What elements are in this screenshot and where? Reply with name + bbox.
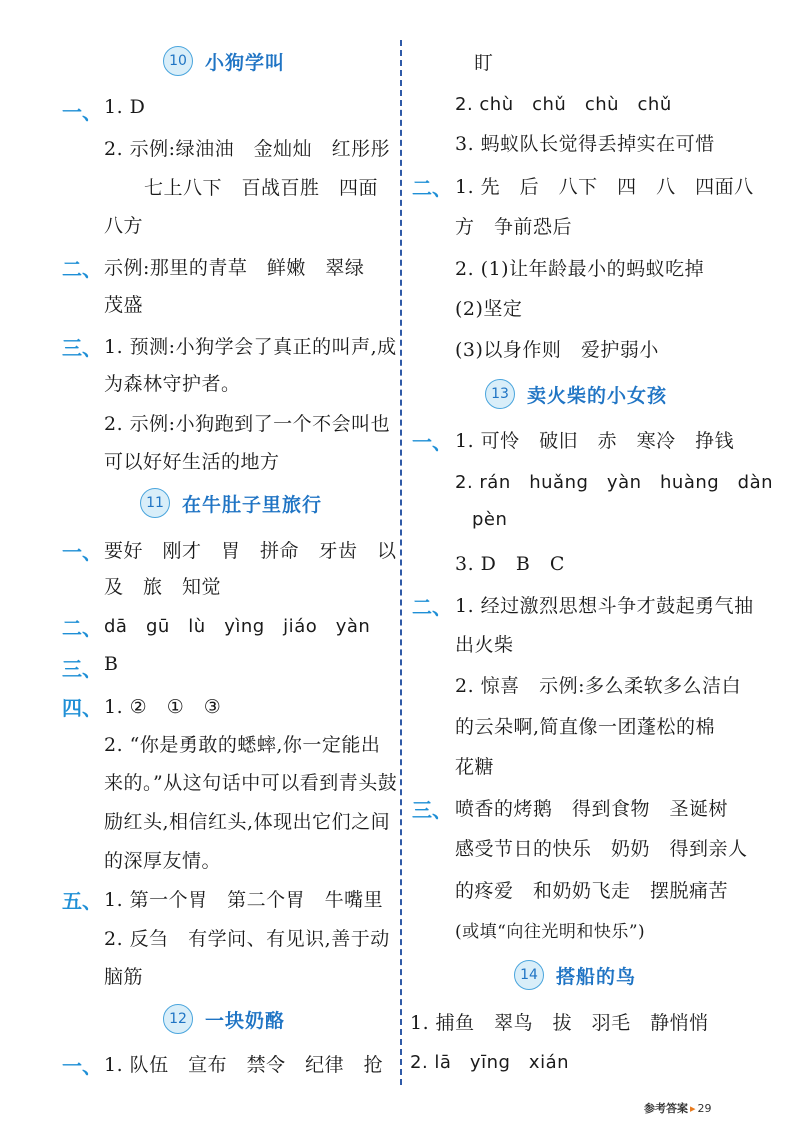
answer-line: 感受节日的快乐 奶奶 得到亲人 (455, 838, 748, 860)
answer-line: 茂盛 (104, 294, 144, 316)
section-number-badge: 13 (485, 379, 515, 409)
answer-line: 要好 刚才 胃 拼命 牙齿 以 (104, 540, 397, 562)
answer-line: 盯 (474, 52, 494, 74)
answer-line: 1. 经过激烈思想斗争才鼓起勇气抽 (455, 595, 754, 617)
question-marker: 一、 (62, 100, 102, 124)
question-marker: 三、 (62, 657, 102, 681)
answer-line: 2. 示例:小狗跑到了一个不会叫也 (104, 413, 391, 435)
section-title-text: 小狗学叫 (205, 51, 286, 74)
answer-line: (2)坚定 (455, 298, 523, 320)
section-title-10 (163, 44, 285, 78)
answer-line: pèn (472, 509, 508, 530)
answer-line: 2. (1)让年龄最小的蚂蚁吃掉 (455, 258, 705, 280)
answer-line: 1. 先 后 八下 四 八 四面八 (455, 176, 754, 198)
section-title-12 (163, 1002, 285, 1036)
question-marker: 二、 (412, 595, 452, 619)
page-number: 29 (697, 1102, 712, 1115)
answer-line: 出火柴 (455, 634, 514, 656)
answer-line: 的疼爱 和奶奶飞走 摆脱痛苦 (455, 880, 729, 902)
answer-line: 3. 蚂蚁队长觉得丢掉实在可惜 (455, 133, 715, 155)
footer-label: 参考答案 (644, 1102, 688, 1115)
section-title-13 (485, 377, 667, 411)
question-marker: 一、 (412, 430, 452, 454)
section-number-badge: 14 (514, 960, 544, 990)
answer-line: 2. 惊喜 示例:多么柔软多么洁白 (455, 675, 742, 697)
question-marker: 四、 (62, 696, 102, 720)
answer-line: 来的。”从这句话中可以看到青头鼓 (104, 772, 398, 794)
answer-line: 示例:那里的青草 鲜嫩 翠绿 (104, 257, 365, 279)
answer-line: 花糖 (455, 756, 495, 778)
section-title-14 (514, 958, 636, 992)
answer-line: dā gū lù yìng jiáo yàn (104, 616, 371, 637)
answer-line: (3)以身作则 爱护弱小 (455, 339, 659, 361)
answer-line: 1. 预测:小狗学会了真正的叫声,成 (104, 336, 397, 358)
answer-line: 1. 可怜 破旧 赤 寒冷 挣钱 (455, 430, 735, 452)
answer-line: 1. D (104, 96, 146, 118)
section-title-text: 卖火柴的小女孩 (527, 384, 668, 407)
question-marker: 五、 (62, 889, 102, 913)
answer-line: 七上八下 百战百胜 四面 (144, 177, 379, 199)
question-marker: 一、 (62, 1054, 102, 1078)
section-number-badge: 10 (163, 46, 193, 76)
answer-line: 2. chù chǔ chù chǔ (455, 94, 672, 115)
question-marker: 三、 (412, 798, 452, 822)
answer-line: 的云朵啊,简直像一团蓬松的棉 (455, 716, 716, 738)
answer-line: 3. D B C (455, 553, 565, 575)
answer-line: 八方 (104, 215, 144, 237)
answer-line: 可以好好生活的地方 (104, 451, 280, 473)
answer-line: 2. 示例:绿油油 金灿灿 红彤彤 (104, 138, 391, 160)
answer-line: 2. 反刍 有学问、有见识,善于动 (104, 928, 390, 950)
answer-line: 2. rán huǎng yàn huàng dàn (455, 472, 774, 493)
question-marker: 二、 (62, 616, 102, 640)
section-title-text: 一块奶酪 (205, 1009, 286, 1032)
answer-line: 的深厚友情。 (104, 850, 222, 872)
section-title-11 (140, 486, 322, 520)
answer-line: 2. lā yīng xián (410, 1052, 570, 1073)
answer-line: 1. 队伍 宣布 禁令 纪律 抢 (104, 1054, 384, 1076)
answer-line: (或填“向往光明和快乐”) (455, 922, 646, 942)
section-title-text: 在牛肚子里旅行 (182, 493, 323, 516)
arrow-icon: ▸ (690, 1102, 696, 1115)
answer-line: 2. “你是勇敢的蟋蟀,你一定能出 (104, 734, 381, 756)
answer-line: 1. ② ① ③ (104, 696, 222, 718)
answer-line: 为森林守护者。 (104, 373, 241, 395)
question-marker: 一、 (62, 540, 102, 564)
answer-line: 喷香的烤鹅 得到食物 圣诞树 (455, 798, 729, 820)
answer-line: 脑筋 (104, 966, 144, 988)
section-title-text: 搭船的鸟 (556, 965, 637, 988)
answer-line: 方 争前恐后 (455, 216, 573, 238)
section-number-badge: 11 (140, 488, 170, 518)
answer-line: 及 旅 知觉 (104, 576, 222, 598)
question-marker: 二、 (62, 257, 102, 281)
question-marker: 二、 (412, 176, 452, 200)
answer-line: 1. 捕鱼 翠鸟 拔 羽毛 静悄悄 (410, 1012, 709, 1034)
section-number-badge: 12 (163, 1004, 193, 1034)
answer-line: 1. 第一个胃 第二个胃 牛嘴里 (104, 889, 384, 911)
answer-line: 励红头,相信红头,体现出它们之间 (104, 811, 391, 833)
column-divider (400, 40, 402, 1085)
page-footer (644, 1100, 712, 1116)
answer-line: B (104, 653, 119, 675)
question-marker: 三、 (62, 336, 102, 360)
